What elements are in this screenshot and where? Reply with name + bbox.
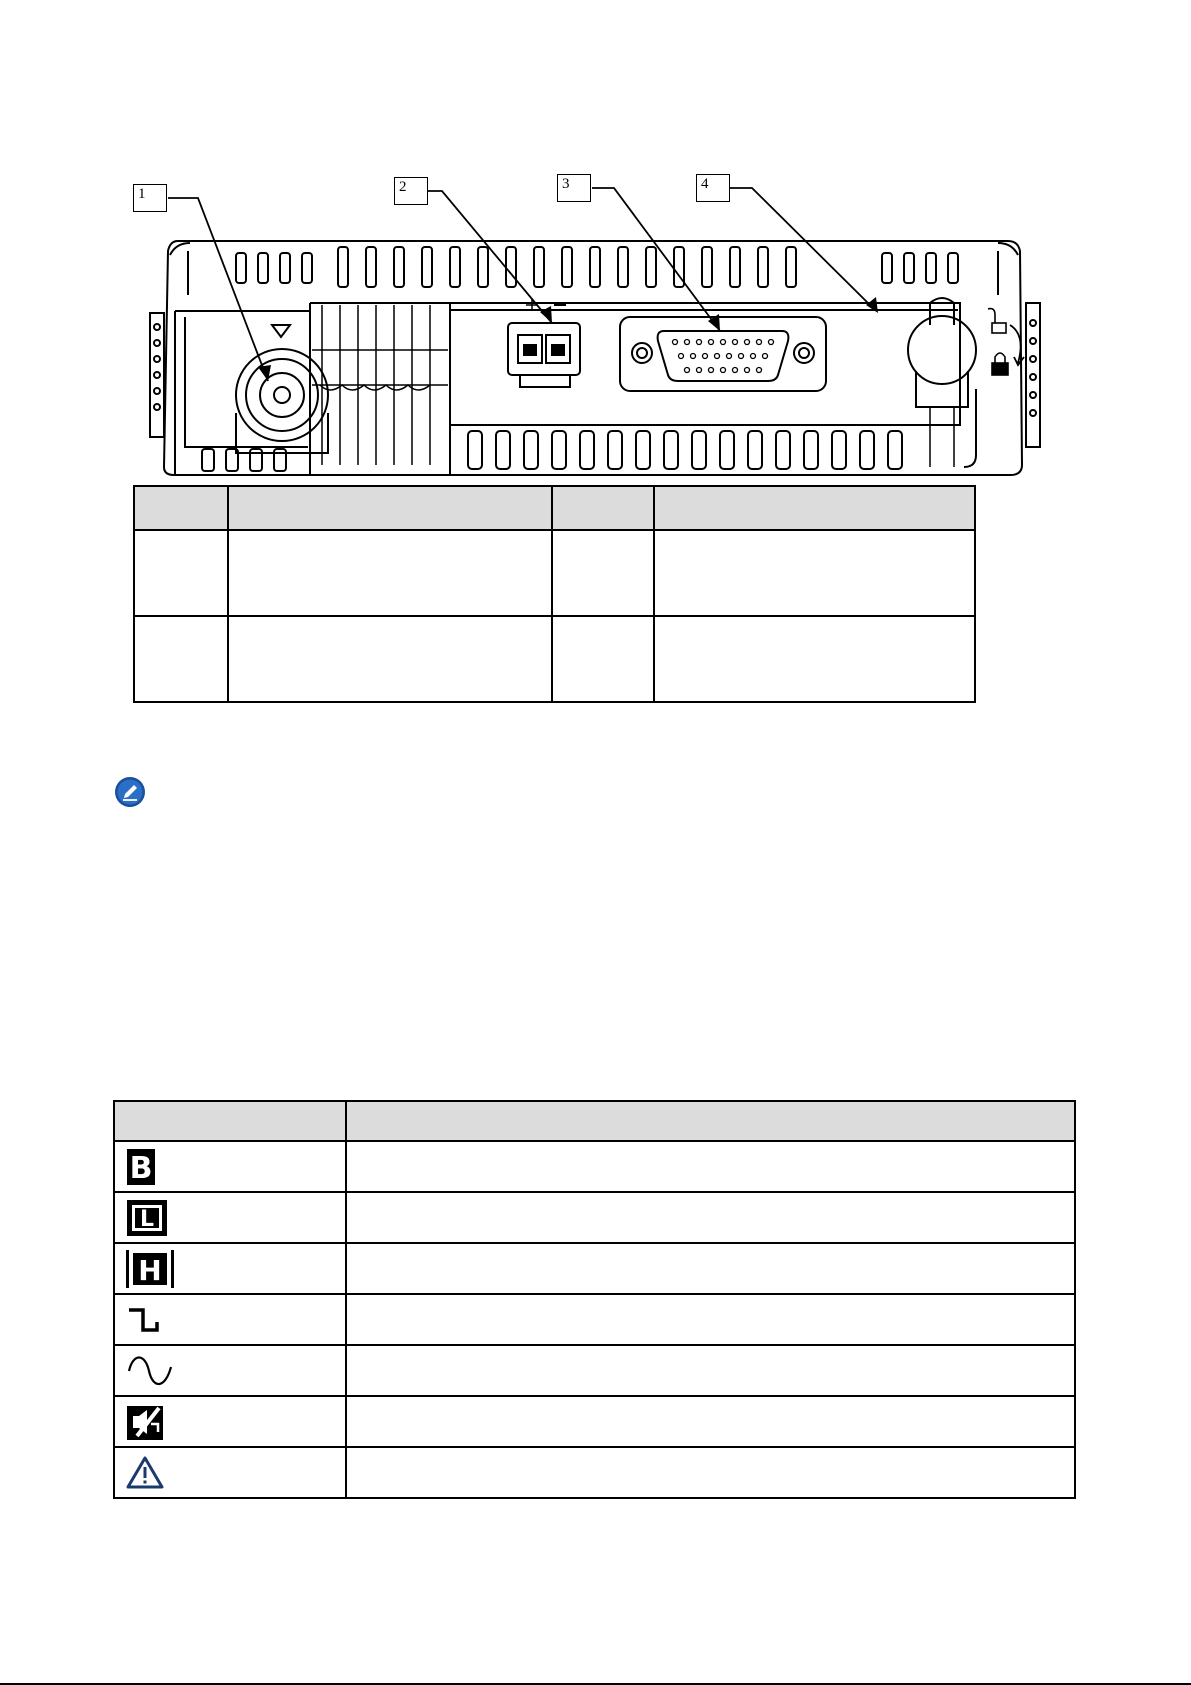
svg-text:L: L <box>139 1206 155 1232</box>
parts-header-name-2 <box>654 486 975 530</box>
table-cell <box>134 616 228 702</box>
callout-3: 3 <box>557 174 591 202</box>
table-cell <box>134 530 228 616</box>
table-cell <box>552 616 654 702</box>
lock-icon <box>992 353 1008 375</box>
mute-speaker-icon <box>125 1402 167 1442</box>
table-row <box>114 1396 1075 1447</box>
parts-header-no-2 <box>552 486 654 530</box>
svg-text:H: H <box>138 1253 162 1287</box>
svg-text:B: B <box>129 1150 153 1186</box>
indicator-desc <box>346 1243 1075 1294</box>
analog-sine-wave-icon <box>125 1351 177 1391</box>
indicator-desc <box>346 1294 1075 1345</box>
battery-B-icon <box>125 1147 159 1187</box>
table-row <box>114 1243 1075 1294</box>
rear-panel-figure <box>130 185 1060 485</box>
warning-triangle-icon <box>125 1453 167 1493</box>
table-row <box>134 530 975 616</box>
callout-4: 4 <box>696 174 730 202</box>
table-row <box>114 1294 1075 1345</box>
parts-header-name-1 <box>228 486 552 530</box>
indicator-table-header <box>114 1101 1075 1141</box>
unlock-icon <box>988 309 1006 333</box>
indicator-desc <box>346 1345 1075 1396</box>
table-cell <box>552 530 654 616</box>
table-cell <box>228 530 552 616</box>
rear-panel-drawing <box>130 185 1060 485</box>
table-row <box>134 616 975 702</box>
digital-square-wave-icon <box>125 1300 173 1340</box>
indicator-header-description <box>346 1101 1075 1141</box>
table-cell <box>228 616 552 702</box>
triangle-down-icon <box>272 325 290 337</box>
table-row <box>114 1192 1075 1243</box>
table-cell <box>654 616 975 702</box>
indicator-desc <box>346 1396 1075 1447</box>
indicator-desc <box>346 1141 1075 1192</box>
indicator-desc <box>346 1192 1075 1243</box>
indicator-table <box>113 1100 1076 1499</box>
table-row <box>114 1447 1075 1498</box>
parts-header-no-1 <box>134 486 228 530</box>
table-cell <box>654 530 975 616</box>
parts-table-header <box>134 486 975 530</box>
table-row <box>114 1141 1075 1192</box>
lock-cover <box>908 298 976 467</box>
indicator-desc <box>346 1447 1075 1498</box>
rotate-arrow-icon <box>1010 325 1024 365</box>
accessory-connector <box>620 317 826 391</box>
parts-table <box>133 485 976 703</box>
high-power-H-icon <box>125 1249 175 1289</box>
low-power-L-icon <box>125 1198 169 1238</box>
antenna-connector <box>236 349 328 453</box>
indicator-header-icon <box>114 1101 346 1141</box>
table-row <box>114 1345 1075 1396</box>
pencil-note-icon <box>114 776 146 808</box>
callout-2: 2 <box>394 177 428 205</box>
callout-1: 1 <box>133 184 167 212</box>
